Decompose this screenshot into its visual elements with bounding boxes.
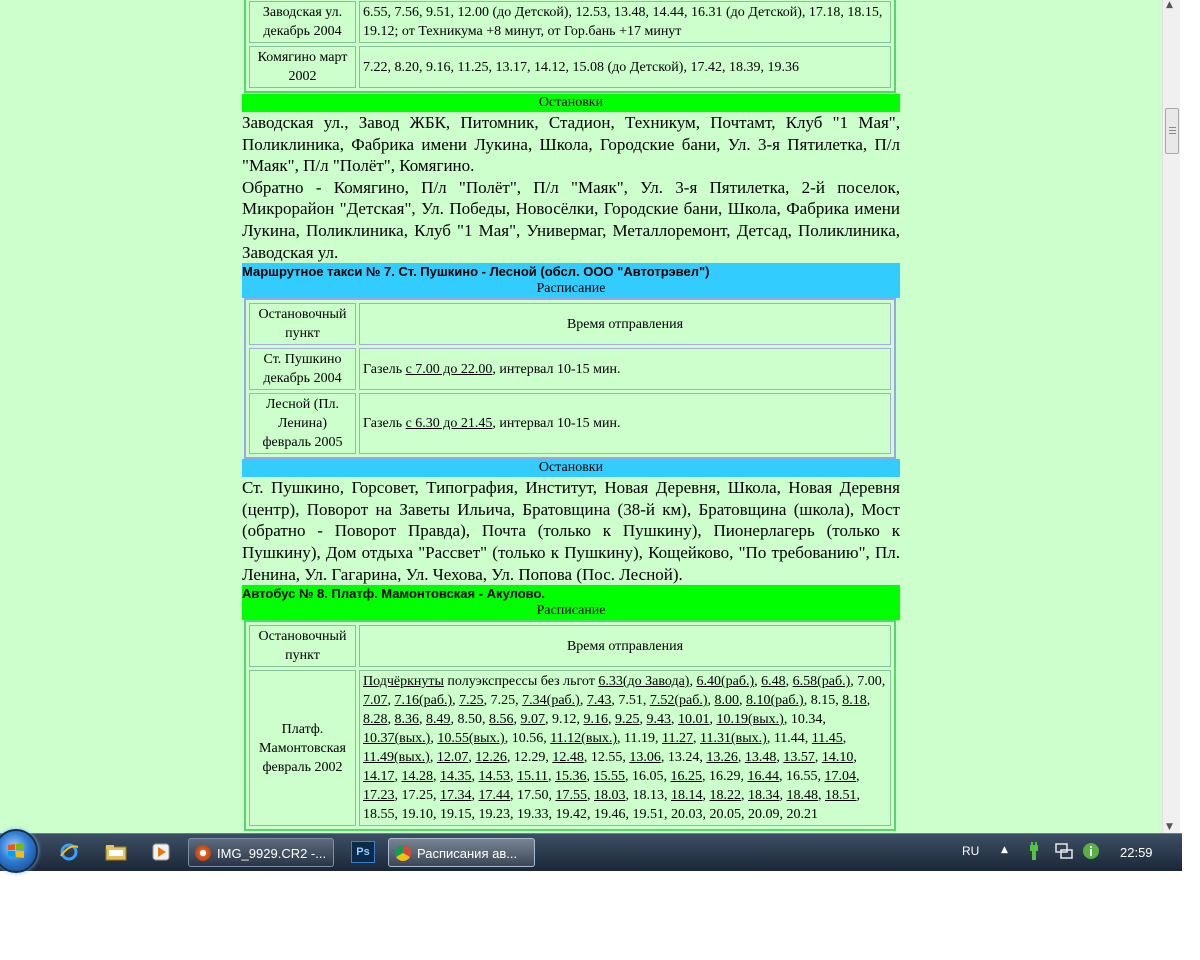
scrollbar-thumb[interactable] bbox=[1165, 108, 1179, 154]
departure-time: 8.50 bbox=[457, 712, 482, 728]
departure-time: 12.55 bbox=[590, 750, 623, 766]
departure-time: 16.05 bbox=[631, 769, 664, 785]
departure-time-link[interactable]: 17.23 bbox=[363, 788, 395, 804]
stop-cell: Лесной (Пл. Ленина) февраль 2005 bbox=[249, 393, 356, 454]
usb-icon[interactable] bbox=[1028, 842, 1040, 867]
departure-time-link[interactable]: 8.00 bbox=[714, 693, 740, 709]
times-cell: 7.22, 8.20, 9.16, 11.25, 13.17, 14.12, 15.08 (до Детской), 17.42, 18.39, 19.36 bbox=[359, 46, 891, 88]
departure-time-link[interactable]: 14.28 bbox=[401, 769, 433, 785]
time-range-link[interactable]: с 6.30 до 21.45 bbox=[405, 416, 493, 432]
departure-time-link[interactable]: 7.52(раб.) bbox=[649, 693, 708, 709]
departure-time: 17.25 bbox=[401, 788, 433, 804]
departure-time-link[interactable]: 10.37(вых.) bbox=[363, 731, 431, 747]
departure-time: 20.09 bbox=[748, 807, 780, 823]
interval-text: , интервал 10-15 мин. bbox=[492, 361, 621, 377]
media-player-icon[interactable] bbox=[148, 840, 174, 864]
route6-return-stops-text: Обратно - Комягино, П/л "Полёт", П/л "Маяк", Ул. 3-я Пятилетка, 2-й поселок, Микрорайон "Детская", Ул. Победы, Новосёлки, Городские бани, Школа, Фабрика имени Лукина, Поликлиника, Клуб "1 Мая", Универмаг, Металлоремонт, Детсад, Поликлиника, Заводская ул. bbox=[242, 177, 900, 262]
scroll-up-arrow-icon[interactable]: ▲ bbox=[1166, 0, 1173, 10]
table-row bbox=[249, 393, 891, 454]
vertical-scrollbar[interactable] bbox=[1162, 0, 1181, 838]
task-label: Расписания ав... bbox=[417, 846, 518, 861]
departure-time: 9.12 bbox=[552, 712, 577, 728]
network-icon[interactable] bbox=[1055, 842, 1073, 865]
stop-cell: Заводская ул. декабрь 2004 bbox=[249, 1, 356, 43]
departure-time: 19.15 bbox=[440, 807, 472, 823]
times-cell: 6.55, 7.56, 9.51, 12.00 (до Детской), 12.53, 13.48, 14.44, 16.31 (до Детской), 17.18, 18.15, 19.12; от Техникума +8 минут, от Гор.бань +17 минут bbox=[359, 1, 891, 43]
column-header-stop: Остановочный пункт bbox=[249, 625, 356, 667]
table-row bbox=[249, 348, 891, 390]
stop-cell: Комягино март 2002 bbox=[249, 46, 356, 88]
departure-time: 16.55 bbox=[785, 769, 818, 785]
departure-time-link[interactable]: 9.07 bbox=[520, 712, 545, 728]
departure-time-link[interactable]: 6.40(раб.) bbox=[696, 674, 755, 690]
image-viewer-icon bbox=[195, 845, 211, 861]
departure-time-link[interactable]: 16.44 bbox=[747, 769, 779, 785]
departure-time-link[interactable]: 12.07 bbox=[436, 750, 469, 766]
folder-icon[interactable] bbox=[103, 840, 129, 864]
departure-time-link[interactable]: 14.35 bbox=[440, 769, 472, 785]
departure-time-link[interactable]: 14.10 bbox=[821, 750, 854, 766]
departure-time-link[interactable]: 7.07 bbox=[363, 693, 388, 709]
departure-time-link[interactable]: 8.49 bbox=[426, 712, 451, 728]
table-row bbox=[249, 670, 891, 826]
departure-time-link[interactable]: 14.53 bbox=[478, 769, 510, 785]
departure-time: 8.15 bbox=[810, 693, 836, 709]
departure-time-link[interactable]: 14.17 bbox=[363, 769, 395, 785]
departure-time: 19.42 bbox=[555, 807, 587, 823]
table-header-row bbox=[249, 303, 891, 345]
table-header-row bbox=[249, 625, 891, 667]
departure-time-link[interactable]: 10.19(вых.) bbox=[716, 712, 784, 728]
departure-time-link[interactable]: 9.25 bbox=[615, 712, 640, 728]
departure-time: 19.23 bbox=[478, 807, 510, 823]
departure-time-link[interactable]: 7.25 bbox=[459, 693, 484, 709]
times-cell bbox=[359, 348, 891, 390]
show-hidden-icons-arrow[interactable]: ▲ bbox=[1001, 845, 1008, 855]
departure-time-link[interactable]: 18.14 bbox=[671, 788, 703, 804]
departure-time-link[interactable]: 18.22 bbox=[709, 788, 741, 804]
table-row bbox=[249, 46, 891, 88]
departure-time-link[interactable]: 9.43 bbox=[646, 712, 671, 728]
departure-times: 6.33(до Завода), 6.40(раб.), 6.48, 6.58(раб.), 7.00, 7.07, 7.16(раб.), 7.25, 7.25, 7.34(раб.), 7.43, 7.51, 7.52(раб.), 8.00, 8.10(раб.), 8.15, 8.18, 8.28, 8.36, 8.49, 8.50, 8.56, 9.07, 9.12, 9.16, 9.25, 9.43, 10.01, 10.19(вых.), 10.34, 10.37(вых.), 10.55(вых.), 10.56, 11.12(вых.), 11.19, 11.27, 11.31(вых.), 11.44, 11.45, 11.49(вых.), 12.07, 12.26, 12.29, 12.48, 12.55, 13.06, 13.24, 13.26, 13.48, 13.57, 14.10, 14.17, 14.28, 14.35, 14.53, 15.11, 15.36, 15.55, 16.05, 16.25, 16.29, 16.44, 16.55, 17.04, 17.23, 17.25, 17.34, 17.44, 17.50, 17.55, 18.03, 18.13, 18.14, 18.22, 18.34, 18.48, 18.51, 18.55, 19.10, 19.15, 19.23, 19.33, 19.42, 19.46, 19.51, 20.03, 20.05, 20.09, 20.21 bbox=[363, 674, 886, 823]
departure-time: 7.25 bbox=[490, 693, 516, 709]
stops-header-bar: Остановки bbox=[242, 459, 900, 477]
departure-time-link[interactable]: 16.25 bbox=[670, 769, 702, 785]
system-tray bbox=[950, 834, 1182, 871]
times-cell bbox=[359, 670, 891, 826]
route7-stops-text: Ст. Пушкино, Горсовет, Типография, Институт, Новая Деревня, Школа, Новая Деревня (центр), Поворот на Заветы Ильича, Братовщина (38-й км), Братовщина (школа), Мост (обратно - Поворот Правда), Почта (только к Пушкину), Пионерлагерь (только к Пушкину), Дом отдыха "Рассвет" (только к Пушкину), Кощейково, "По требованию", Пл. Ленина, Ул. Гагарина, Ул. Чехова, Ул. Попова (Пос. Лесной). bbox=[242, 478, 900, 584]
departure-time-link[interactable]: 11.49(вых.) bbox=[363, 750, 430, 766]
departure-time-link[interactable]: 6.58(раб.) bbox=[792, 674, 851, 690]
departure-time: 16.29 bbox=[708, 769, 741, 785]
clock[interactable]: 22:59 bbox=[1120, 845, 1153, 860]
schedule-header-bar: Расписание bbox=[242, 602, 900, 620]
chrome-icon bbox=[395, 845, 411, 861]
departure-time-link[interactable]: 11.27 bbox=[662, 731, 693, 747]
departure-time-link[interactable]: 9.16 bbox=[583, 712, 608, 728]
departure-time: 17.50 bbox=[517, 788, 549, 804]
column-header-time: Время отправления bbox=[359, 625, 891, 667]
route7-title: Маршрутное такси № 7. Ст. Пушкино - Лесной (обсл. ООО "Автотрэвел") bbox=[242, 263, 900, 280]
departure-time-link[interactable]: 18.34 bbox=[748, 788, 780, 804]
departure-time: 18.13 bbox=[632, 788, 664, 804]
departure-time-link[interactable]: 8.10(раб.) bbox=[746, 693, 804, 709]
update-icon[interactable] bbox=[1082, 842, 1100, 865]
departure-time-link[interactable]: 17.55 bbox=[555, 788, 587, 804]
internet-explorer-icon[interactable] bbox=[56, 840, 82, 864]
table-row bbox=[249, 1, 891, 43]
departure-time-link[interactable]: 17.44 bbox=[478, 788, 510, 804]
departure-time: 11.19 bbox=[624, 731, 655, 747]
departure-time-link[interactable]: 13.06 bbox=[629, 750, 661, 766]
task-label: IMG_9929.CR2 -... bbox=[217, 846, 327, 861]
departure-time-link[interactable]: 13.48 bbox=[744, 750, 777, 766]
departure-time: 7.00 bbox=[857, 674, 882, 690]
departure-time-link[interactable]: 10.01 bbox=[678, 712, 710, 728]
departure-time: 20.21 bbox=[786, 807, 818, 823]
route7-schedule-table bbox=[244, 298, 896, 459]
task-image-viewer[interactable] bbox=[188, 838, 334, 867]
departure-time: 19.51 bbox=[632, 807, 664, 823]
vehicle-label: Газель bbox=[363, 361, 406, 377]
departure-time-link[interactable]: 6.48 bbox=[761, 674, 786, 690]
legend-link[interactable]: Подчёркнуты bbox=[363, 674, 444, 690]
stops-header-bar: Остановки bbox=[242, 94, 900, 112]
departure-time-link[interactable]: 17.04 bbox=[824, 769, 856, 785]
departure-time-link[interactable]: 8.28 bbox=[363, 712, 388, 728]
legend-text: полуэкспрессы без льгот bbox=[443, 674, 599, 690]
departure-time: 10.56 bbox=[511, 731, 544, 747]
departure-time: 19.46 bbox=[594, 807, 626, 823]
departure-time: 12.29 bbox=[513, 750, 546, 766]
departure-time: 20.03 bbox=[671, 807, 703, 823]
departure-time-link[interactable]: 7.34(раб.) bbox=[522, 693, 580, 709]
stop-cell: Ст. Пушкино декабрь 2004 bbox=[249, 348, 356, 390]
departure-time: 20.05 bbox=[709, 807, 741, 823]
departure-time: 10.34 bbox=[790, 712, 823, 728]
schedule-header-bar: Расписание bbox=[242, 280, 900, 298]
departure-time-link[interactable]: 18.48 bbox=[786, 788, 818, 804]
window-edge bbox=[1180, 0, 1200, 838]
time-range-link[interactable]: с 7.00 до 22.00 bbox=[405, 361, 493, 377]
departure-time-link[interactable]: 7.16(раб.) bbox=[394, 693, 453, 709]
scroll-down-arrow-icon[interactable]: ▼ bbox=[1166, 822, 1173, 832]
departure-time-link[interactable]: 18.51 bbox=[825, 788, 857, 804]
departure-time: 19.33 bbox=[517, 807, 549, 823]
departure-time-link[interactable]: 18.03 bbox=[594, 788, 626, 804]
departure-time-link[interactable]: 11.45 bbox=[811, 731, 843, 747]
route8-schedule-table bbox=[244, 620, 896, 831]
departure-time: 11.44 bbox=[773, 731, 805, 747]
windows-start-icon bbox=[7, 842, 25, 860]
departure-time-link[interactable]: 15.36 bbox=[554, 769, 587, 785]
taskbar bbox=[0, 833, 1182, 871]
photoshop-icon[interactable]: Ps bbox=[351, 841, 375, 863]
departure-time-link[interactable]: 8.18 bbox=[842, 693, 867, 709]
departure-time-link[interactable]: 12.26 bbox=[475, 750, 507, 766]
departure-time-link[interactable]: 13.57 bbox=[783, 750, 815, 766]
departure-time-link[interactable]: 17.34 bbox=[440, 788, 472, 804]
interval-text: , интервал 10-15 мин. bbox=[492, 416, 621, 432]
departure-time: 19.10 bbox=[401, 807, 433, 823]
departure-time-link[interactable]: 7.43 bbox=[586, 693, 612, 709]
departure-time-link[interactable]: 8.36 bbox=[394, 712, 419, 728]
departure-time-link[interactable]: 10.55(вых.) bbox=[437, 731, 505, 747]
route8-title: Автобус № 8. Платф. Мамонтовская - Акулово. bbox=[242, 585, 900, 602]
column-header-stop: Остановочный пункт bbox=[249, 303, 356, 345]
route6-schedule-table bbox=[244, 0, 896, 93]
departure-time-link[interactable]: 13.26 bbox=[706, 750, 738, 766]
vehicle-label: Газель bbox=[363, 416, 406, 432]
departure-time-link[interactable]: 15.55 bbox=[593, 769, 625, 785]
stop-cell: Платф. Мамонтовская февраль 2002 bbox=[249, 670, 356, 826]
departure-time-link[interactable]: 8.56 bbox=[489, 712, 514, 728]
task-chrome-window[interactable] bbox=[388, 838, 535, 867]
start-button[interactable] bbox=[0, 829, 38, 873]
page-content bbox=[242, 0, 900, 831]
language-indicator[interactable]: RU bbox=[962, 844, 980, 858]
departure-time-link[interactable]: 11.31(вых.) bbox=[699, 731, 767, 747]
departure-time: 13.24 bbox=[667, 750, 700, 766]
column-header-time: Время отправления bbox=[359, 303, 891, 345]
departure-time: 18.55 bbox=[363, 807, 395, 823]
route6-stops-text: Заводская ул., Завод ЖБК, Питомник, Стадион, Техникум, Почтамт, Клуб "1 Мая", Поликлиника, Фабрика имени Лукина, Школа, Городские бани, Ул. 3-я Пятилетка, П/л "Маяк", П/л "Полёт", Комягино. bbox=[242, 113, 900, 176]
departure-time-link[interactable]: 11.12(вых.) bbox=[550, 731, 618, 747]
departure-time-link[interactable]: 15.11 bbox=[517, 769, 548, 785]
departure-time: 7.51 bbox=[618, 693, 643, 709]
departure-time-link[interactable]: 12.48 bbox=[552, 750, 584, 766]
times-cell bbox=[359, 393, 891, 454]
departure-time-link[interactable]: 6.33(до Завода) bbox=[598, 674, 690, 690]
